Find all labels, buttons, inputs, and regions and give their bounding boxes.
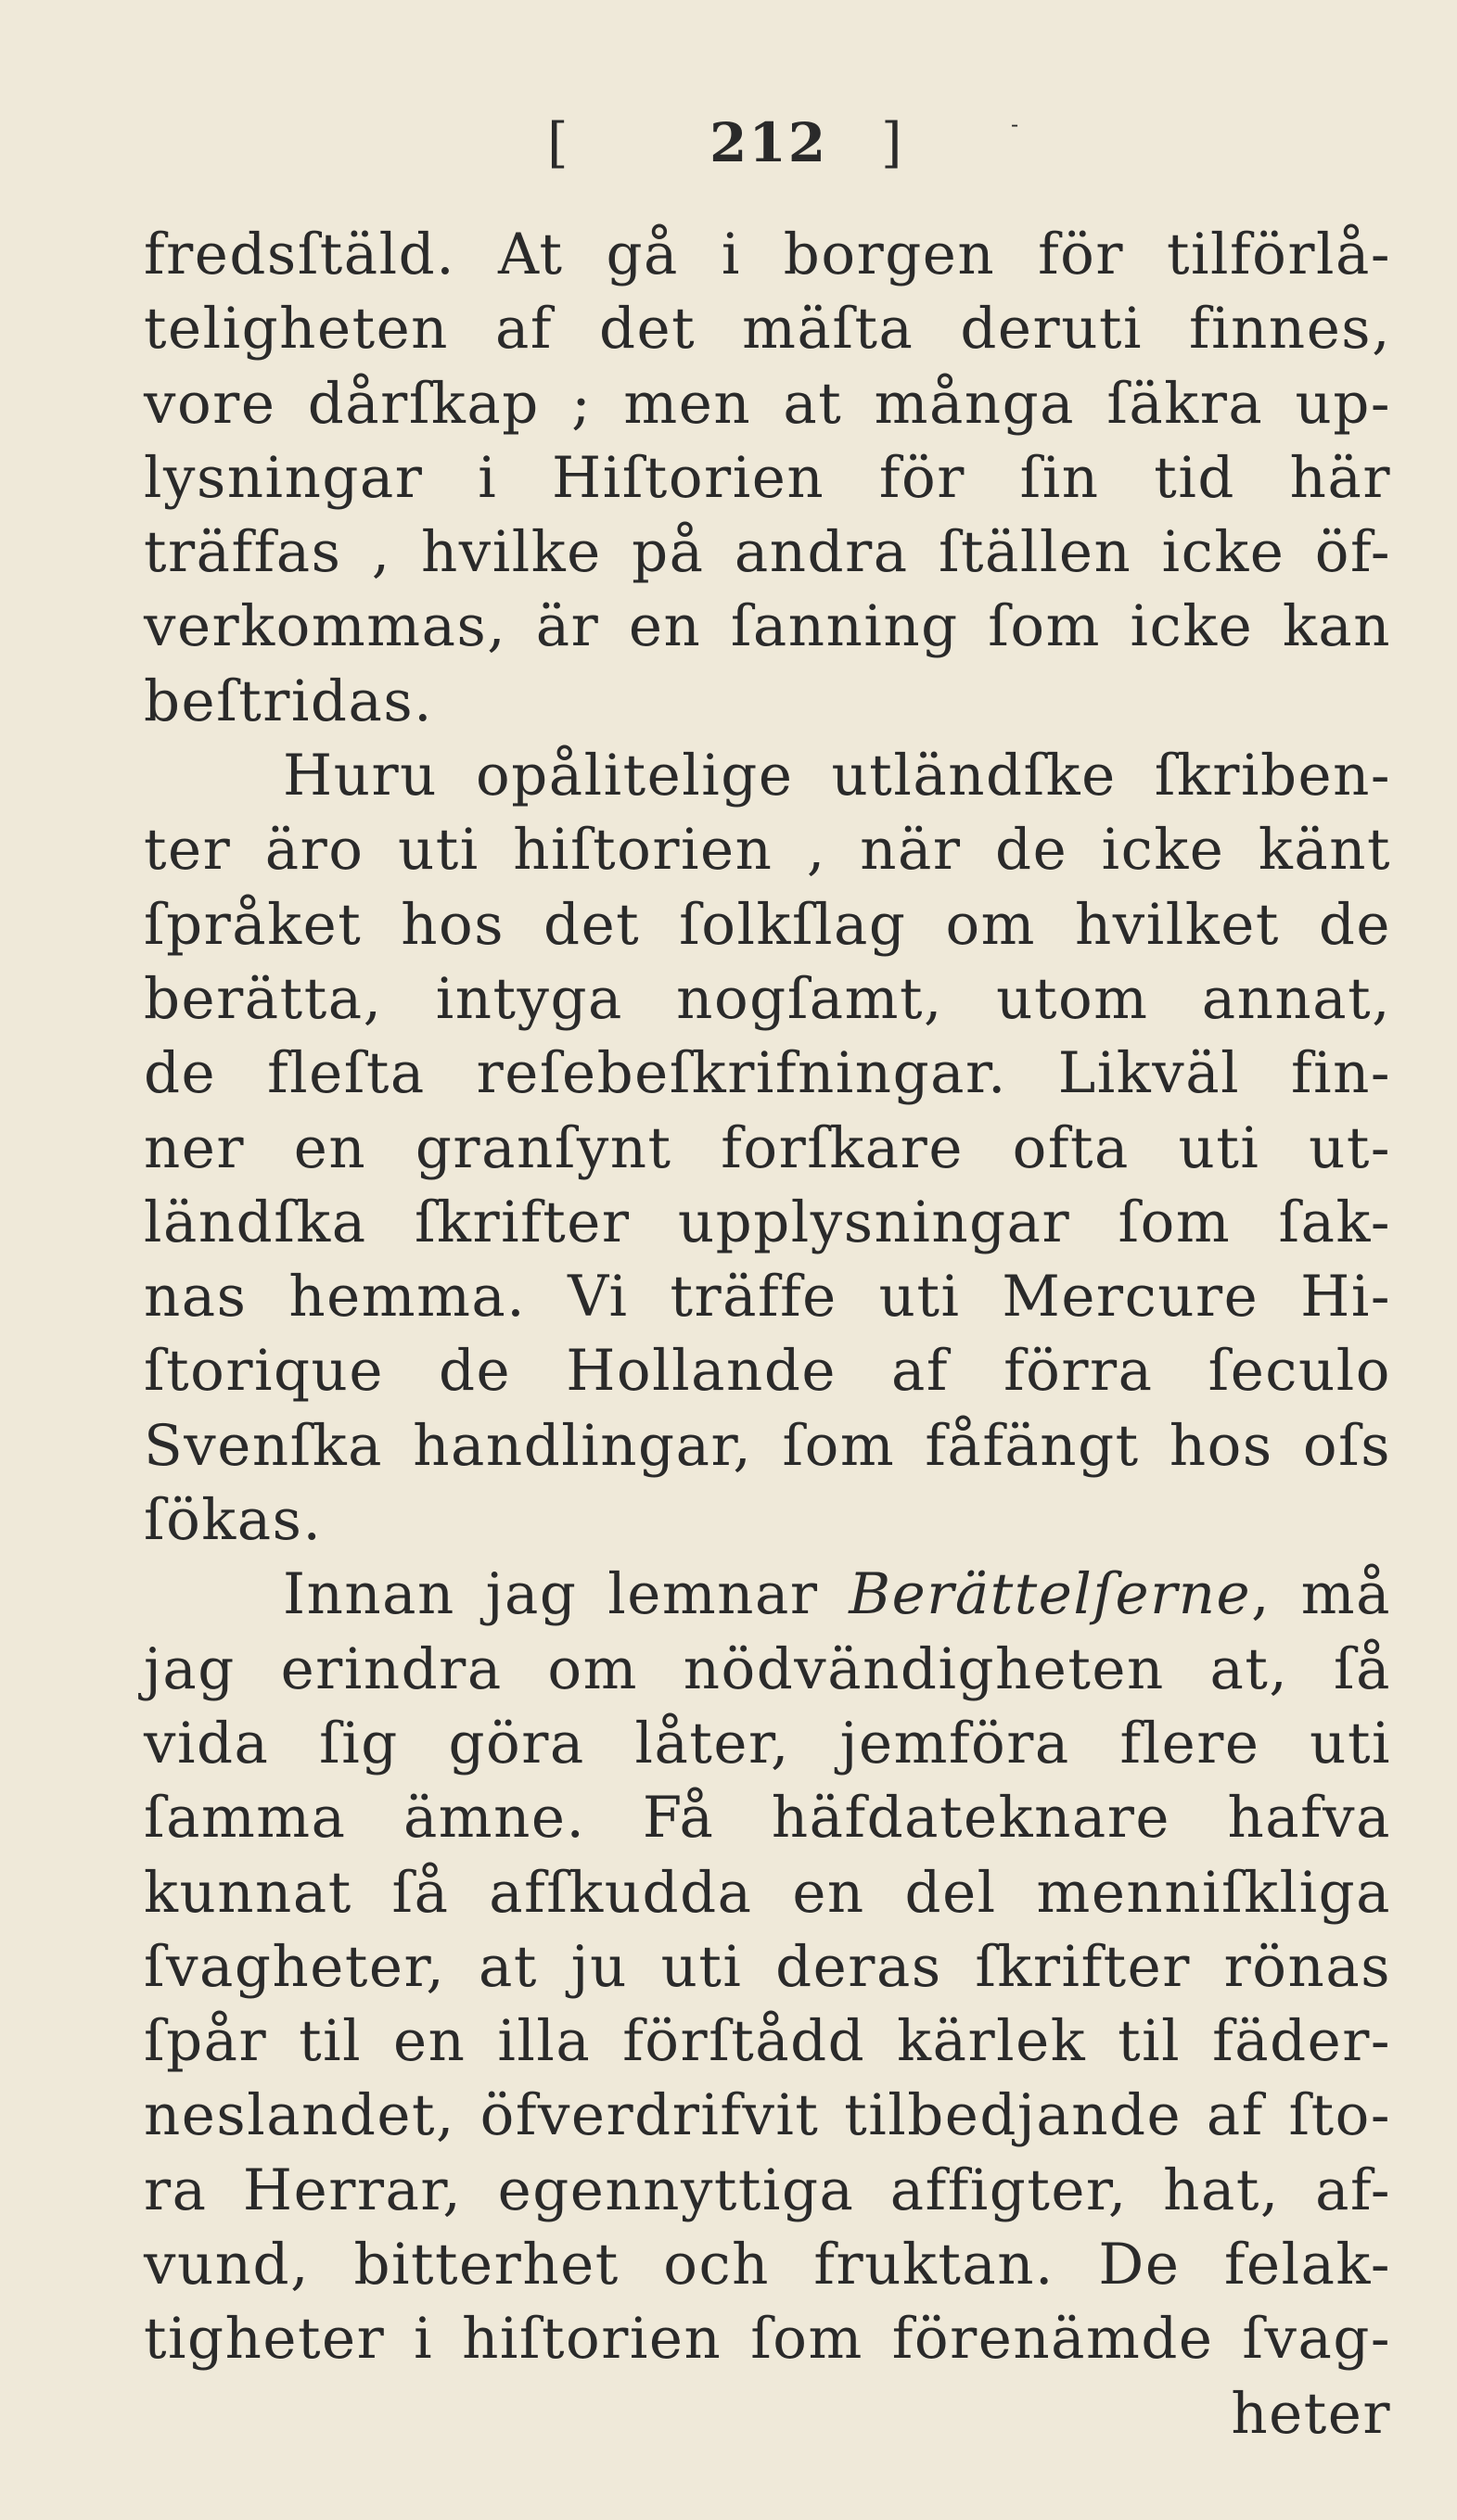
text-line: ländſka ſkrifter upplysningar ſom ſak- [144, 1189, 1391, 1255]
header-mark: - [1011, 111, 1021, 137]
text-line: vund, bitterhet och fruktan. De felak- [144, 2232, 1391, 2298]
header-bracket-left: [ [547, 111, 570, 174]
body-text [144, 218, 1391, 2451]
text-line: ſamma ämne. Få häfdateknare hafva [144, 1785, 1391, 1852]
text-line: nas hemma. Vi träffe uti Mercure Hi- [144, 1264, 1391, 1330]
text-line: kunnat ſå afſkudda en del menniſkliga [144, 1859, 1391, 1926]
text-line: ſökas. [144, 1487, 323, 1554]
text-line: ſpår til en illa förſtådd kärlek til fäder- [144, 2008, 1391, 2075]
text-line: ter äro uti hiſtorien , när de icke känt [144, 817, 1391, 884]
text-line: fredsſtäld. At gå i borgen för tilförlå- [144, 222, 1391, 287]
text-fragment: , må [1251, 1561, 1391, 1628]
text-line: teligheten af det mäſta deruti finnes, [144, 296, 1391, 363]
text-line: lysningar i Hiſtorien för ſin tid här [144, 444, 1391, 511]
text-line: tigheter i hiſtorien ſom förenämde ſvag- [144, 2306, 1391, 2373]
text-line: jag erindra om nödvändigheten at, ſå [144, 1635, 1391, 1702]
text-line: neslandet, öfverdrifvit tilbedjande af ſto- [144, 2082, 1391, 2149]
text-line: ſtorique de Hollande af förra ſeculo [144, 1338, 1391, 1405]
text-line: de fleſta reſebeſkrifningar. Likväl fin- [144, 1040, 1391, 1107]
catchword: heter [1231, 2380, 1391, 2447]
text-line: ra Herrar, egennyttiga affigter, hat, af- [144, 2157, 1391, 2223]
text-line: verkommas, är en ſanning ſom icke kan [144, 593, 1391, 660]
text-fragment: Innan jag lemnar [283, 1561, 819, 1628]
text-line: ner en granſynt forſkare ofta uti ut- [144, 1114, 1391, 1181]
page-number: 212 [709, 111, 828, 174]
text-line: Huru opålitelige utländſke ſkriben- [283, 743, 1391, 809]
italic-term: Berättelſerne [849, 1561, 1252, 1628]
text-line: beſtridas. [144, 668, 434, 734]
text-line: ſpråket hos det ſolkſlag om hvilket de [144, 891, 1391, 958]
text-line: vida ſig göra låter, jemföra flere uti [144, 1710, 1391, 1776]
text-line: Svenſka handlingar, ſom fåfängt hos oſs [144, 1412, 1391, 1479]
text-line: vore dårſkap ; men at många ſäkra up- [144, 370, 1391, 437]
text-line: berätta, intyga nogſamt, utom annat, [144, 965, 1391, 1032]
header-bracket-right: ] [881, 111, 904, 174]
text-line: träffas , hvilke på andra ſtällen icke öf- [144, 519, 1391, 586]
page-header [547, 111, 1029, 185]
text-line: ſvagheter, at ju uti deras ſkrifter rönas [144, 1933, 1391, 2000]
text-line-with-italic [144, 1558, 1391, 1632]
